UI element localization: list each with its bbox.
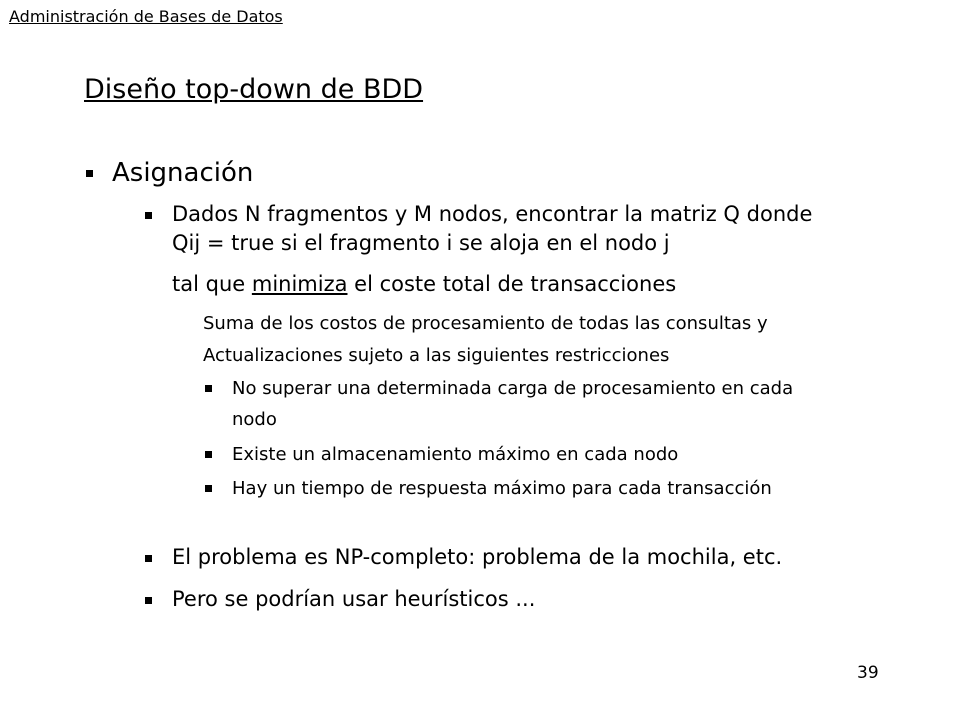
bullet-icon: [205, 485, 212, 492]
page-number: 39: [857, 663, 879, 683]
bullet-icon: [86, 170, 93, 177]
paragraph-text: el coste total de transacciones: [347, 272, 677, 296]
list-item-paragraph: [172, 272, 676, 296]
conclusion-item: Pero se podrían usar heurísticos ...: [172, 587, 536, 611]
bullet-icon: [205, 385, 212, 392]
emphasis-text: minimiza: [251, 272, 348, 296]
section-heading: Asignación: [112, 158, 254, 188]
bullet-icon: [145, 555, 152, 562]
restriction-item: Existe un almacenamiento máximo en cada nodo: [232, 444, 679, 465]
restriction-item: No superar una determinada carga de procesamiento en cada: [232, 378, 794, 399]
paragraph-text: tal que: [172, 272, 252, 296]
list-item-text: Dados N fragmentos y M nodos, encontrar la matriz Q donde: [172, 202, 813, 226]
conclusion-item: El problema es NP-completo: problema de la mochila, etc.: [172, 545, 783, 569]
slide-title: Diseño top-down de BDD: [84, 74, 424, 105]
restriction-item: Hay un tiempo de respuesta máximo para cada transacción: [232, 478, 772, 499]
bullet-icon: [145, 597, 152, 604]
note-text: Actualizaciones sujeto a las siguientes restricciones: [203, 345, 670, 366]
bullet-icon: [145, 212, 152, 219]
restriction-item-continued: nodo: [232, 409, 277, 430]
course-title: Administración de Bases de Datos: [9, 7, 283, 26]
list-item-text-continued: Qij = true si el fragmento i se aloja en el nodo j: [172, 231, 670, 255]
note-text: Suma de los costos de procesamiento de todas las consultas y: [203, 313, 768, 334]
bullet-icon: [205, 451, 212, 458]
